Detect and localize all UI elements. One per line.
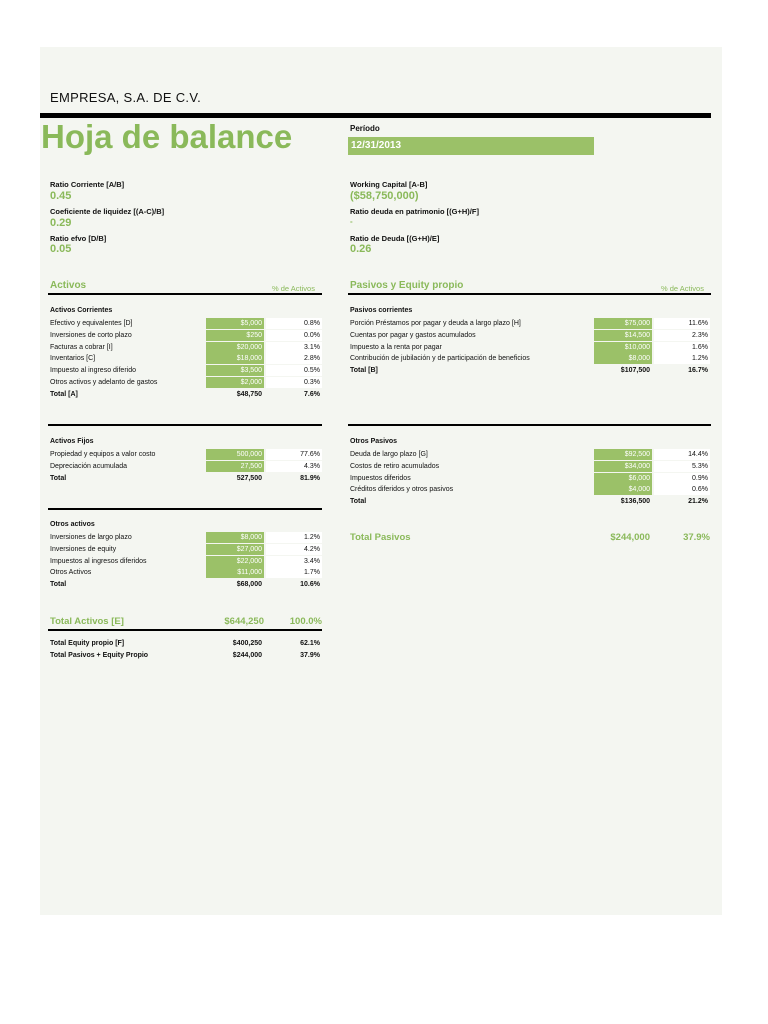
total-assets-rule bbox=[48, 629, 322, 631]
other-asset-total-label: Total bbox=[50, 581, 67, 589]
current-liability-row-label: Porción Préstamos por pagar y deuda a largo plazo [H] bbox=[350, 320, 521, 327]
fixed-asset-row-amount[interactable]: 500,000 bbox=[206, 449, 264, 460]
other-liability-row bbox=[350, 461, 710, 473]
current-liability-total-pct: 16.7% bbox=[688, 367, 708, 375]
other-assets-title: Otros activos bbox=[50, 521, 95, 528]
current-liability-row-label: Cuentas por pagar y gastos acumulados bbox=[350, 331, 476, 339]
current-asset-row-label: Impuesto al ingreso diferido bbox=[50, 367, 136, 375]
other-liability-row-label: Créditos diferidos y otros pasivos bbox=[350, 486, 454, 494]
current-liability-row bbox=[350, 342, 710, 354]
other-liability-row-pct: 0.9% bbox=[654, 473, 710, 484]
working-capital-value: ($58,750,000) bbox=[350, 190, 419, 202]
debt-ratio-label: Ratio de Deuda [(G+H)/E] bbox=[350, 234, 440, 243]
current-liability-row bbox=[350, 353, 710, 365]
other-liabilities-rule bbox=[348, 424, 711, 426]
other-liabilities-title: Otros Pasivos bbox=[350, 438, 398, 445]
fixed-asset-row-label: Propiedad y equipos a valor costo bbox=[50, 451, 156, 458]
liabilities-heading: Pasivos y Equity propio bbox=[350, 280, 464, 291]
other-asset-total-row bbox=[50, 579, 322, 591]
other-liability-row-label: Costos de retiro acumulados bbox=[350, 462, 440, 470]
current-liability-row-amount[interactable]: $14,500 bbox=[594, 330, 652, 341]
period-value[interactable]: 12/31/2013 bbox=[348, 137, 594, 155]
other-liability-row bbox=[350, 484, 710, 496]
current-asset-row-pct: 0.0% bbox=[266, 330, 322, 341]
current-liabilities-title: Pasivos corrientes bbox=[350, 307, 413, 314]
current-asset-row-label: Otros activos y adelanto de gastos bbox=[50, 379, 158, 386]
other-asset-row bbox=[50, 567, 322, 579]
current-asset-row-amount[interactable]: $18,000 bbox=[206, 353, 264, 364]
total-assets-pct: 100.0% bbox=[289, 616, 322, 627]
current-liability-total-amount: $107,500 bbox=[620, 367, 650, 375]
other-asset-row-label: Inversiones de largo plazo bbox=[50, 534, 132, 541]
equity-row-pct: 62.1% bbox=[300, 640, 320, 647]
fixed-asset-row bbox=[50, 461, 322, 473]
other-liability-total-amount: $136,500 bbox=[620, 498, 650, 506]
assets-rule bbox=[48, 293, 322, 295]
current-liability-total-label: Total [B] bbox=[350, 367, 378, 375]
fixed-asset-total-amount: 527,500 bbox=[236, 474, 262, 482]
current-liability-row-pct: 11.6% bbox=[654, 318, 710, 329]
current-liability-row-pct: 1.6% bbox=[654, 342, 710, 353]
other-asset-row-label: Inversiones de equity bbox=[50, 545, 117, 553]
other-asset-row-pct: 4.2% bbox=[266, 544, 322, 555]
current-asset-row-pct: 3.1% bbox=[266, 342, 322, 353]
current-asset-row-label: Inventarios [C] bbox=[50, 355, 96, 363]
current-asset-row-amount[interactable]: $5,000 bbox=[206, 318, 264, 329]
other-assets-rule bbox=[48, 508, 322, 510]
current-asset-row bbox=[50, 342, 322, 354]
fixed-asset-row-label: Depreciación acumulada bbox=[50, 462, 128, 470]
other-liability-total-row bbox=[350, 496, 710, 508]
other-asset-row-label: Impuestos al ingresos diferidos bbox=[50, 557, 147, 565]
current-asset-row bbox=[50, 330, 322, 342]
current-asset-row bbox=[50, 365, 322, 377]
current-ratio-value: 0.45 bbox=[50, 190, 72, 202]
other-asset-row-pct: 3.4% bbox=[266, 556, 322, 567]
equity-row-label: Total Equity propio [F] bbox=[50, 640, 125, 647]
liquidity-label: Coeficiente de liquidez [(A-C)/B] bbox=[50, 207, 165, 216]
current-liability-row-label: Impuesto a la renta por pagar bbox=[350, 343, 442, 351]
other-liability-row-label: Impuestos diferidos bbox=[350, 474, 411, 482]
other-liability-row-pct: 5.3% bbox=[654, 461, 710, 472]
liabilities-rule bbox=[348, 293, 711, 295]
current-asset-row-label: Facturas a cobrar [I] bbox=[50, 343, 113, 351]
other-liability-row-pct: 0.6% bbox=[654, 484, 710, 495]
other-asset-total-pct: 10.6% bbox=[300, 581, 320, 589]
current-liability-row bbox=[350, 330, 710, 342]
current-liability-row-amount[interactable]: $8,000 bbox=[594, 353, 652, 364]
debt-ratio-value: 0.26 bbox=[350, 243, 372, 255]
fixed-asset-total-label: Total bbox=[50, 474, 67, 482]
fixed-asset-total-pct: 81.9% bbox=[300, 474, 320, 482]
other-asset-row bbox=[50, 544, 322, 556]
other-liability-total-pct: 21.2% bbox=[688, 498, 708, 506]
other-liability-row bbox=[350, 473, 710, 485]
other-liability-total-label: Total bbox=[350, 498, 367, 506]
total-liabilities-pct: 37.9% bbox=[683, 532, 710, 543]
current-asset-total-amount: $48,750 bbox=[236, 390, 262, 398]
current-liability-total-row bbox=[350, 365, 710, 377]
current-assets-title: Activos Corrientes bbox=[50, 307, 113, 314]
other-asset-total-amount: $68,000 bbox=[236, 581, 262, 589]
fixed-assets-title: Activos Fijos bbox=[50, 438, 94, 445]
company-name: EMPRESA, S.A. DE C.V. bbox=[50, 90, 202, 105]
current-liability-row-amount[interactable]: $10,000 bbox=[594, 342, 652, 353]
assets-heading: Activos bbox=[50, 280, 87, 291]
current-asset-row-pct: 0.5% bbox=[266, 365, 322, 376]
current-asset-row bbox=[50, 377, 322, 389]
current-liability-row-pct: 1.2% bbox=[654, 353, 710, 364]
liabilities-pct-heading: % de Activos bbox=[661, 284, 704, 293]
total-liabilities-amount: $244,000 bbox=[610, 532, 650, 543]
page-title: Hoja de balance bbox=[41, 118, 293, 155]
other-liability-row-amount[interactable]: $92,500 bbox=[594, 449, 652, 460]
debt-equity-value: - bbox=[350, 217, 353, 226]
current-asset-row-label: Inversiones de corto plazo bbox=[50, 331, 132, 339]
fixed-asset-row-pct: 4.3% bbox=[266, 461, 322, 472]
current-asset-total-pct: 7.6% bbox=[304, 390, 320, 398]
current-asset-row-pct: 0.8% bbox=[266, 318, 322, 329]
other-liability-row-amount[interactable]: $6,000 bbox=[594, 473, 652, 484]
equity-row-label: Total Pasivos + Equity Propio bbox=[50, 651, 149, 659]
period-label: Período bbox=[350, 124, 380, 133]
current-liability-row-pct: 2.3% bbox=[654, 330, 710, 341]
liquidity-value: 0.29 bbox=[50, 217, 72, 229]
total-assets-amount: $644,250 bbox=[224, 616, 264, 627]
current-asset-total-label: Total [A] bbox=[50, 390, 78, 398]
fixed-asset-total-row bbox=[50, 473, 322, 485]
other-liability-row-amount[interactable]: $34,000 bbox=[594, 461, 652, 472]
current-asset-row-pct: 2.8% bbox=[266, 353, 322, 364]
current-asset-row-amount[interactable]: $3,500 bbox=[206, 365, 264, 376]
fixed-asset-row-pct: 77.6% bbox=[266, 449, 322, 460]
cash-ratio-label: Ratio efvo [D/B] bbox=[50, 234, 107, 243]
other-asset-row-label: Otros Activos bbox=[50, 569, 92, 577]
other-asset-row bbox=[50, 532, 322, 544]
other-asset-row-pct: 1.7% bbox=[266, 567, 322, 578]
equity-row-amount: $400,250 bbox=[232, 640, 262, 647]
current-asset-row-amount[interactable]: $250 bbox=[206, 330, 264, 341]
current-liability-row bbox=[350, 318, 710, 330]
current-asset-total-row bbox=[50, 389, 322, 401]
assets-pct-heading: % de Activos bbox=[272, 284, 315, 293]
equity-row-amount: $244,000 bbox=[232, 651, 262, 659]
current-asset-row-pct: 0.3% bbox=[266, 377, 322, 388]
fixed-asset-row-amount[interactable]: 27,500 bbox=[206, 461, 264, 472]
working-capital-label: Working Capital [A-B] bbox=[350, 180, 428, 189]
other-asset-row-amount[interactable]: $22,000 bbox=[206, 556, 264, 567]
current-asset-row-amount[interactable]: $20,000 bbox=[206, 342, 264, 353]
other-asset-row-pct: 1.2% bbox=[266, 532, 322, 543]
other-asset-row-amount[interactable]: $27,000 bbox=[206, 544, 264, 555]
current-asset-row-label: Efectivo y equivalentes [D] bbox=[50, 320, 133, 327]
other-asset-row-amount[interactable]: $8,000 bbox=[206, 532, 264, 543]
current-liability-row-amount[interactable]: $75,000 bbox=[594, 318, 652, 329]
current-asset-row bbox=[50, 353, 322, 365]
equity-row-pct: 37.9% bbox=[300, 651, 320, 659]
other-liability-row bbox=[350, 449, 710, 461]
other-liability-row-pct: 14.4% bbox=[654, 449, 710, 460]
total-liabilities-label: Total Pasivos bbox=[350, 532, 411, 543]
fixed-assets-rule bbox=[48, 424, 322, 426]
other-liability-row-label: Deuda de largo plazo [G] bbox=[350, 451, 428, 458]
other-asset-row bbox=[50, 556, 322, 568]
current-liability-row-label: Contribución de jubilación y de participación de beneficios bbox=[350, 355, 530, 363]
current-asset-row bbox=[50, 318, 322, 330]
total-assets-label: Total Activos [E] bbox=[50, 616, 124, 627]
cash-ratio-value: 0.05 bbox=[50, 243, 72, 255]
current-ratio-label: Ratio Corriente [A/B] bbox=[50, 180, 125, 189]
fixed-asset-row bbox=[50, 449, 322, 461]
other-liability-row-amount[interactable]: $4,000 bbox=[594, 484, 652, 495]
current-asset-row-amount[interactable]: $2,000 bbox=[206, 377, 264, 388]
other-asset-row-amount[interactable]: $11,000 bbox=[206, 567, 264, 578]
debt-equity-label: Ratio deuda en patrimonio [(G+H)/F] bbox=[350, 207, 479, 216]
